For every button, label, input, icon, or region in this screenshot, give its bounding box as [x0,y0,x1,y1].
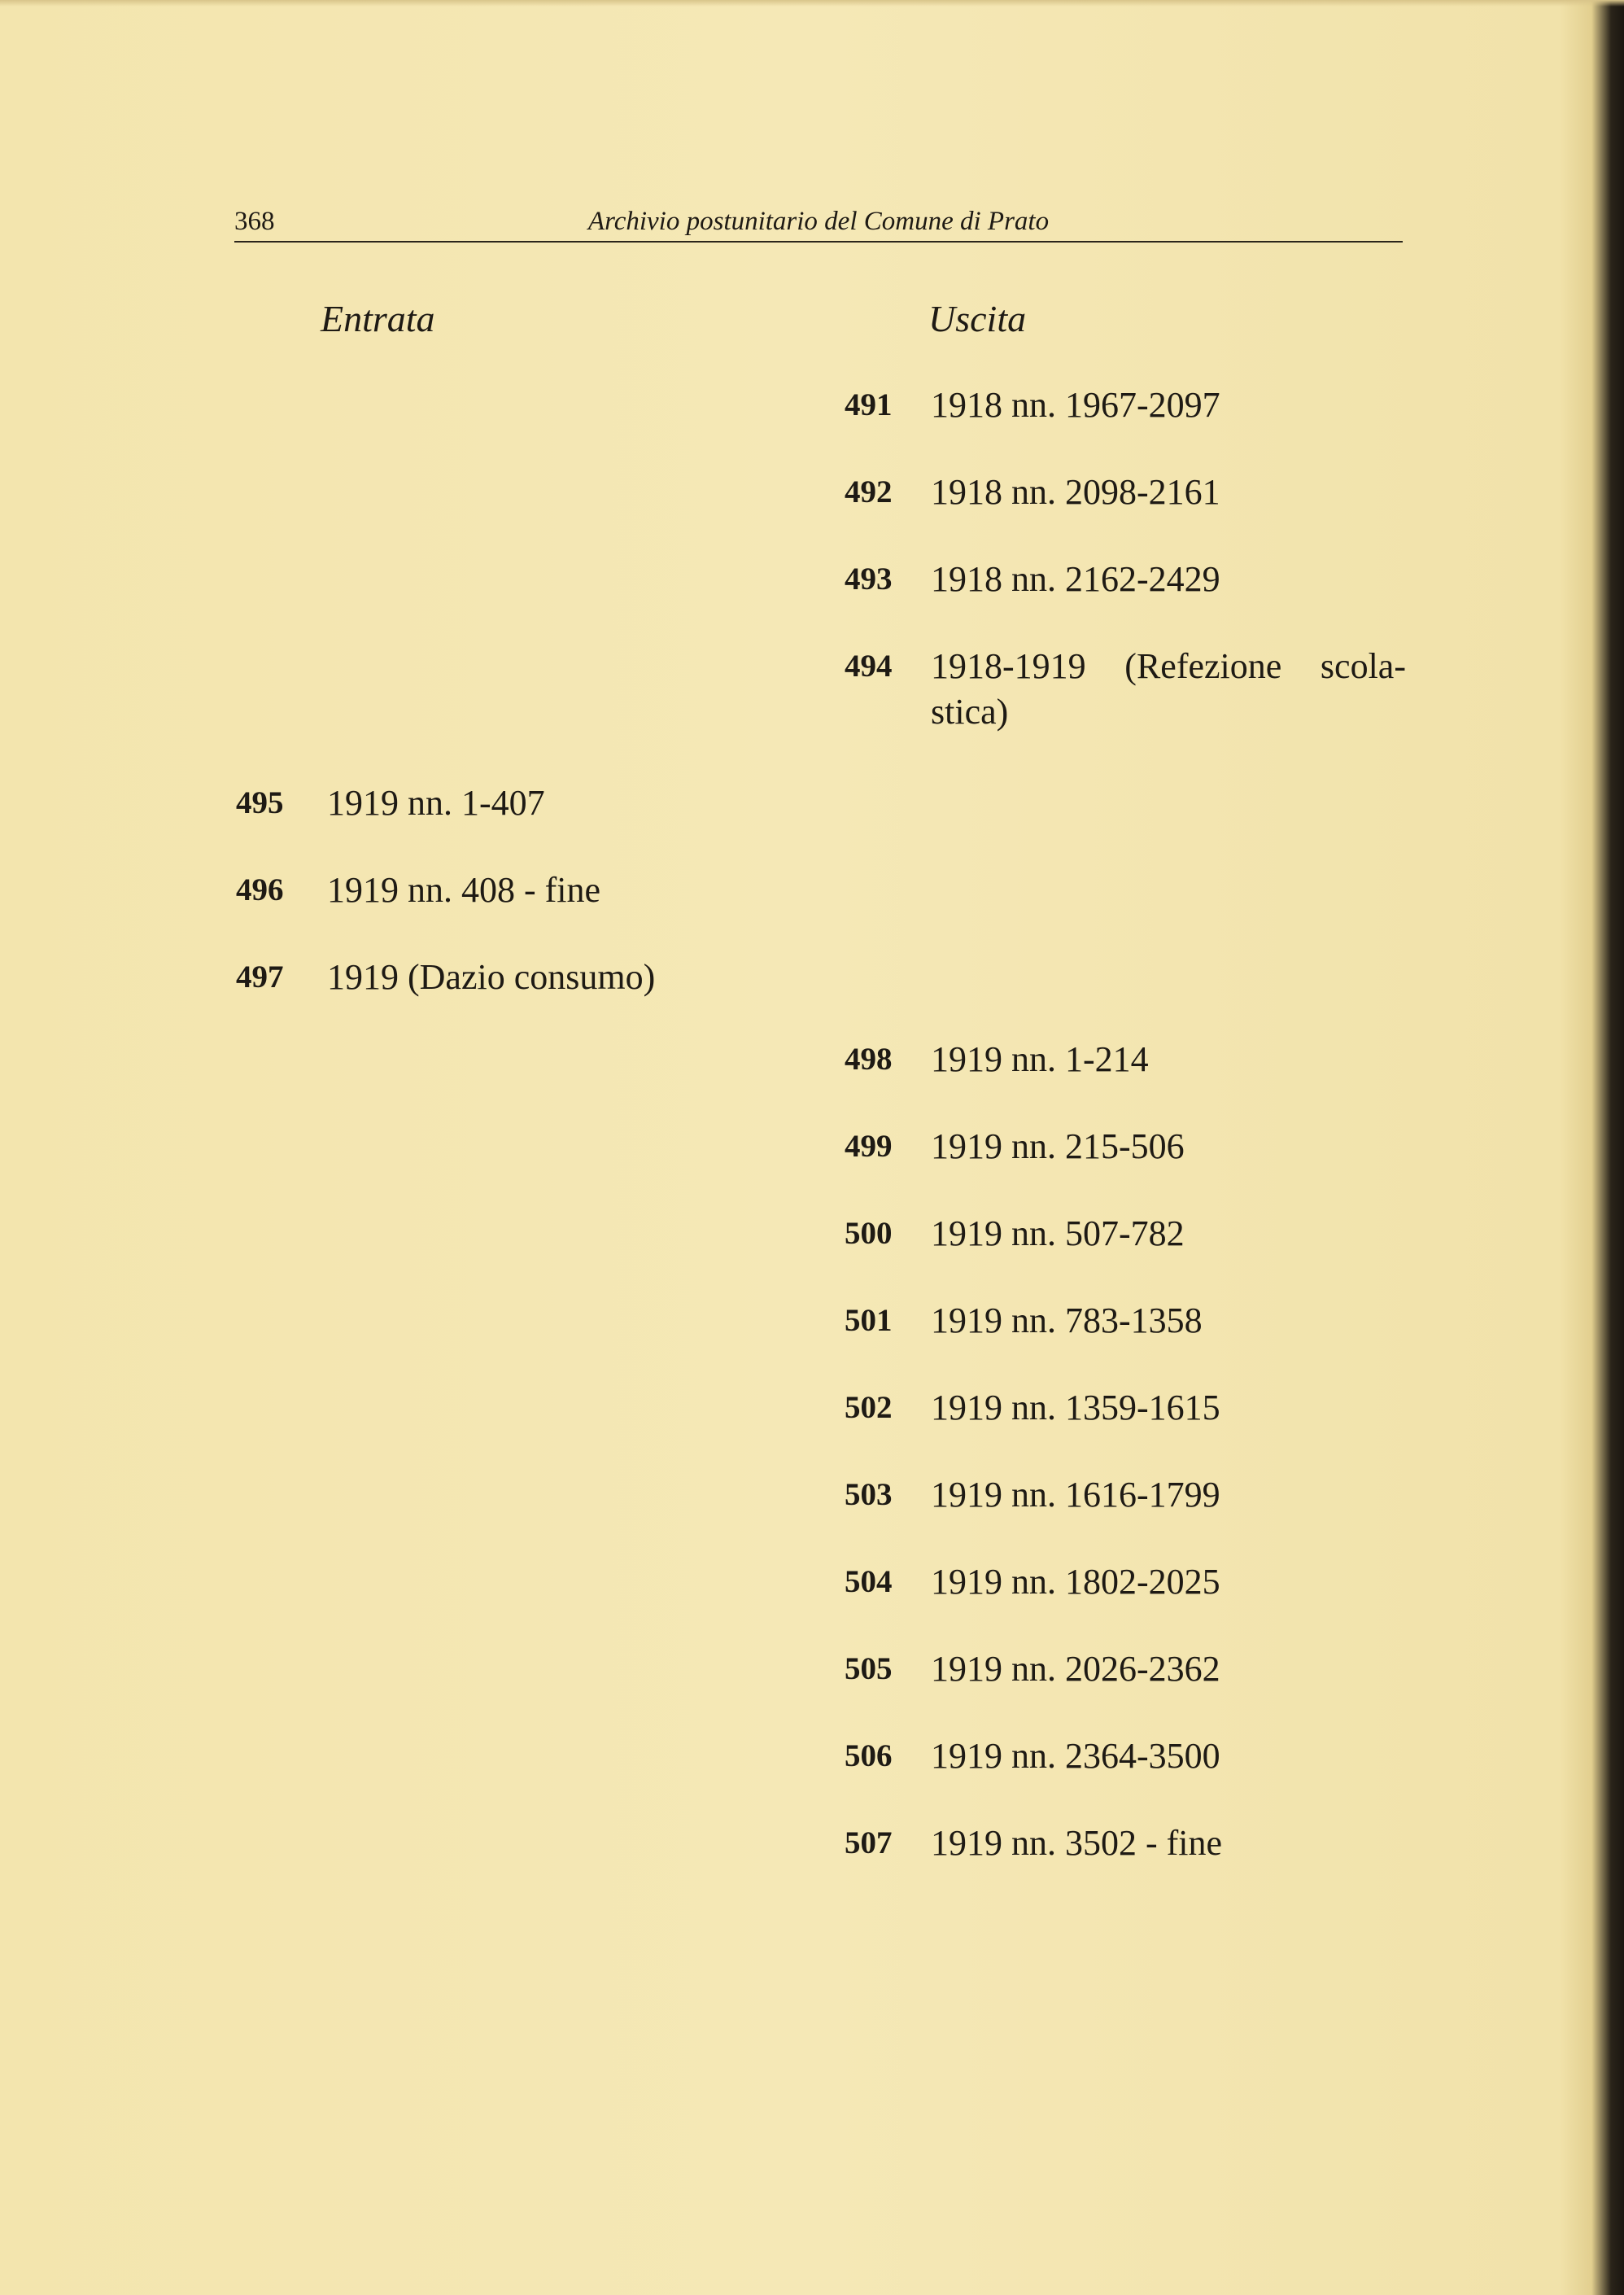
entry-number: 507 [845,1825,893,1860]
uscita-heading: Uscita [928,298,1027,339]
entry-text: 1919 nn. 783-1358 [931,1300,1203,1340]
entry-text: 1918 nn. 2098-2161 [931,472,1220,512]
entry-text: 1919 nn. 1-407 [327,783,545,823]
entry-number: 503 [845,1477,893,1512]
entry-text: 1919 nn. 3502 - fine [931,1823,1223,1863]
entry-number: 504 [845,1564,893,1599]
entry-text: 1919 nn. 1802-2025 [931,1562,1220,1602]
entry-text: 1919 nn. 215-506 [931,1126,1185,1166]
entry-number: 499 [845,1129,893,1164]
entry-text: 1919 nn. 1-214 [931,1039,1149,1079]
entry-text: 1919 nn. 1359-1615 [931,1388,1220,1427]
entry-number: 498 [845,1042,893,1077]
entry-number: 500 [845,1216,893,1251]
entry-number: 495 [236,785,284,820]
header-rule [234,241,1403,243]
entry-number: 492 [845,474,893,509]
entry-number: 491 [845,387,893,422]
entry-text: 1919 (Dazio consumo) [327,957,656,997]
page-number: 368 [234,207,275,236]
entry-number: 501 [845,1303,893,1338]
entry-text: 1919 nn. 2026-2362 [931,1649,1220,1689]
entry-text: 1919 nn. 507-782 [931,1213,1185,1253]
entrata-heading: Entrata [321,298,435,339]
entry-text: 1918 nn. 1967-2097 [931,385,1220,425]
entry-number: 493 [845,562,893,597]
entry-text: 1919 nn. 408 - fine [327,870,601,910]
running-title: Archivio postunitario del Comune di Prato [587,207,1050,236]
running-head [234,200,1403,243]
entry-number: 502 [845,1390,893,1425]
entry-number: 496 [236,872,284,907]
entry-text: 1918 nn. 2162-2429 [931,559,1220,599]
entry-number: 494 [845,649,893,684]
entry-number: 505 [845,1651,893,1686]
entry-text: 1918-1919 (Refezione scola- stica) [931,646,1406,732]
entry-number: 506 [845,1738,893,1773]
entry-text: 1919 nn. 1616-1799 [931,1475,1220,1515]
entry-text: 1919 nn. 2364-3500 [931,1736,1220,1776]
page-top-edge [0,0,1624,7]
entry-number: 497 [236,960,284,994]
